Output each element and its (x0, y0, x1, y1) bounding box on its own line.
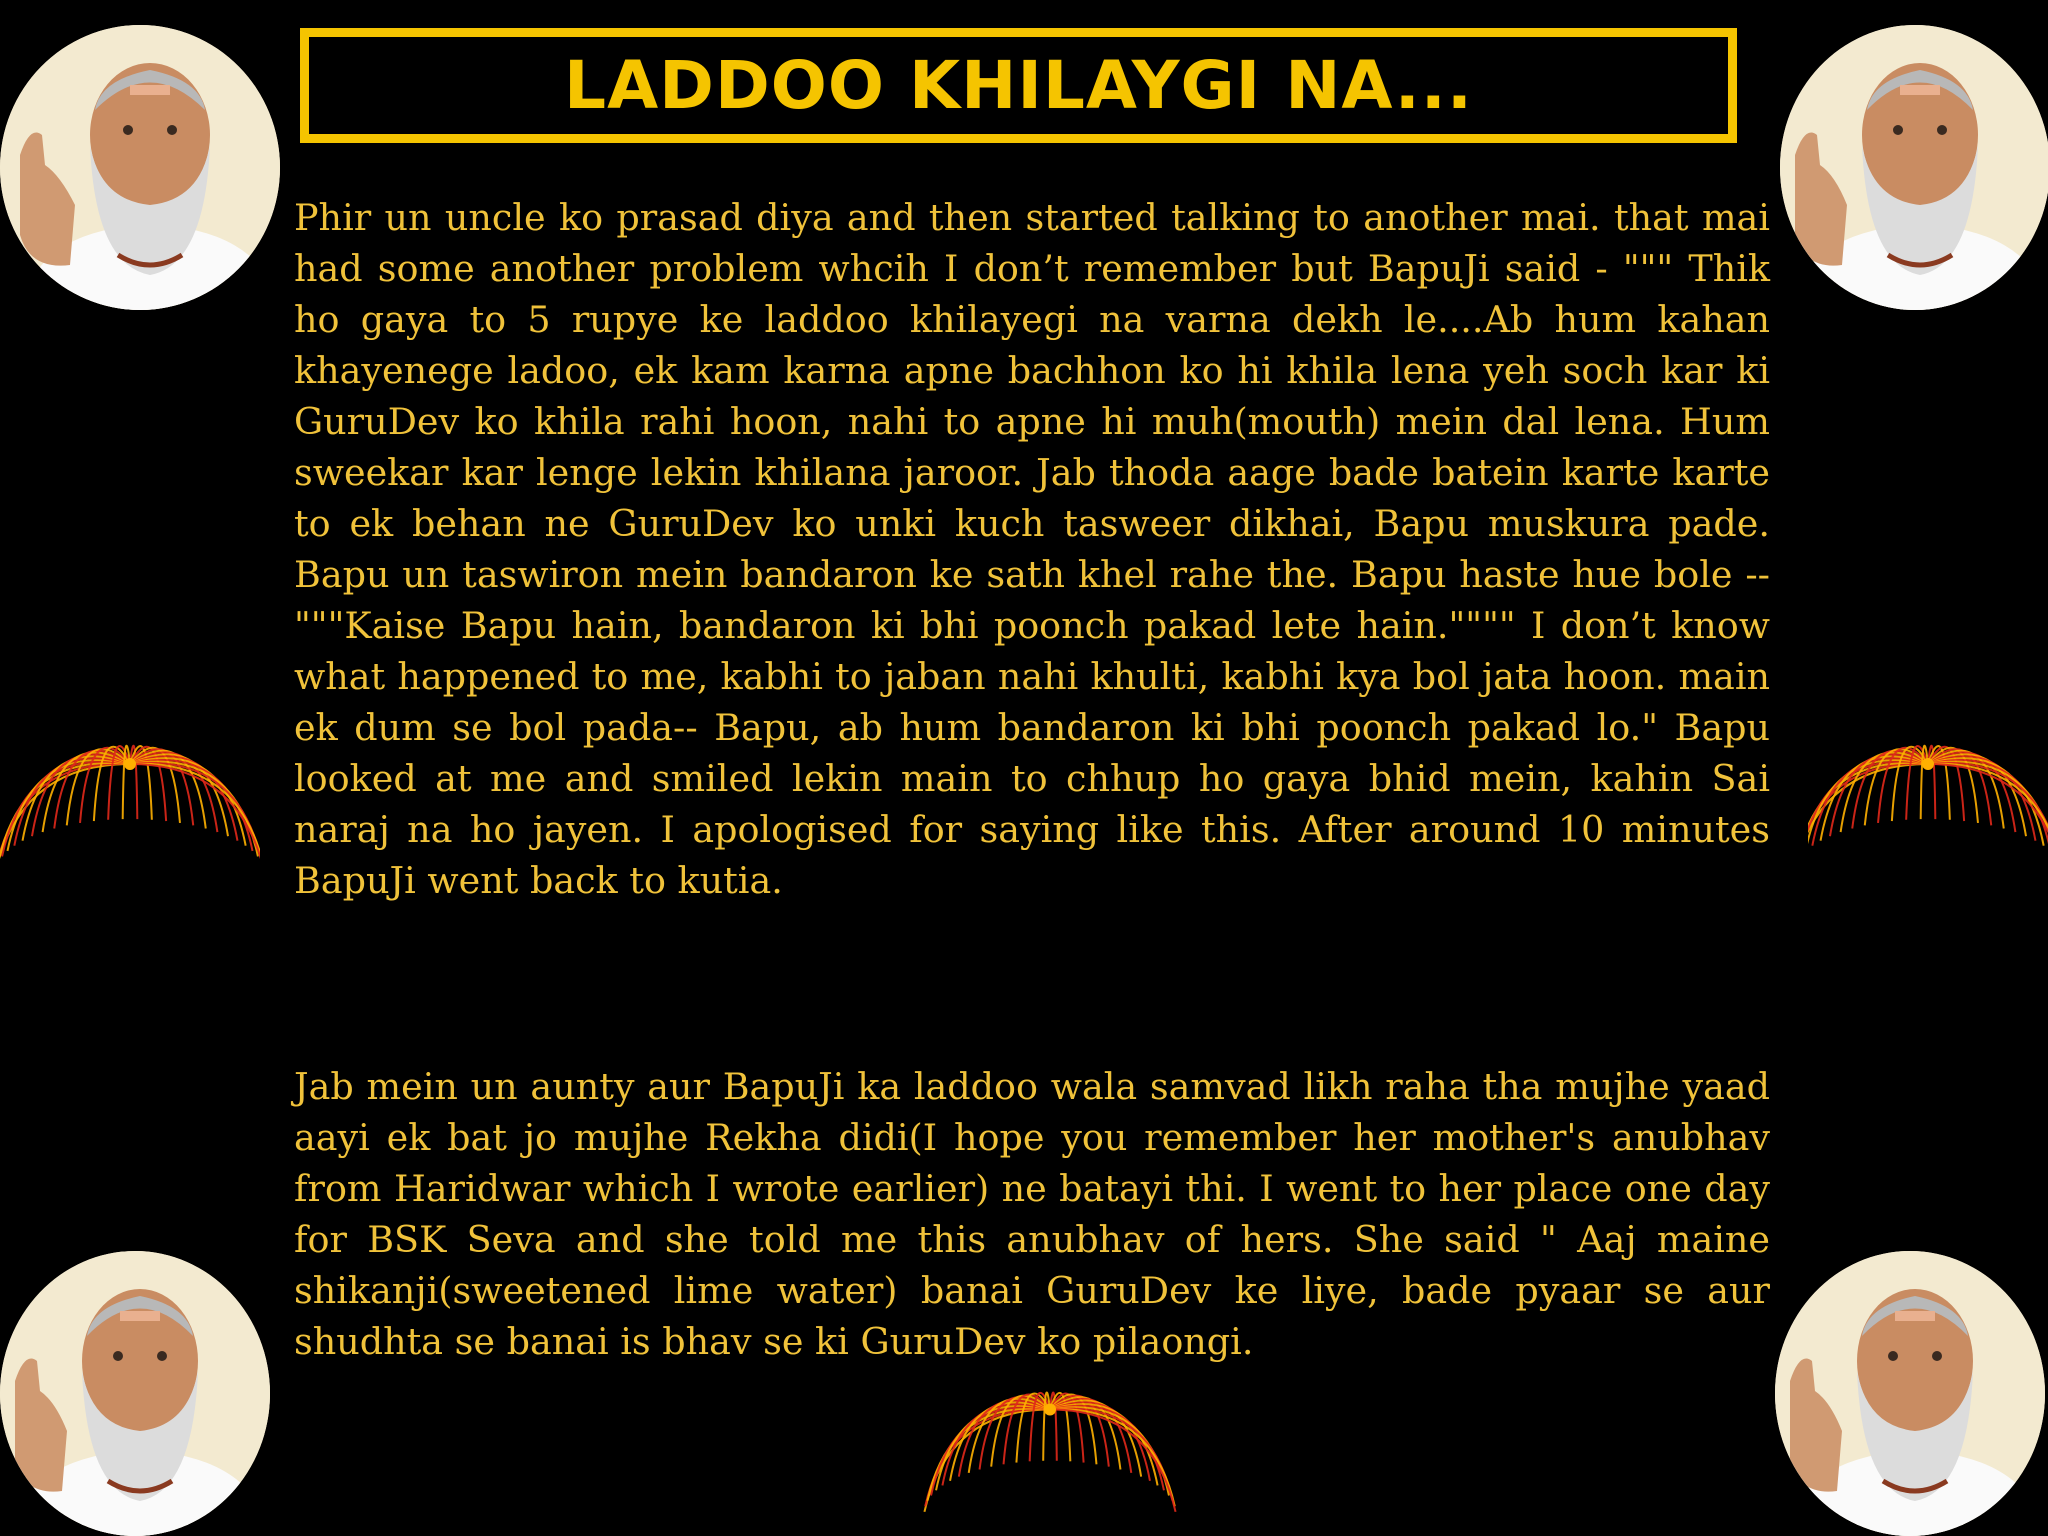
story-paragraph-1: Phir un uncle ko prasad diya and then started talking to another mai. that mai had some another problem whcih I don’t remember but BapuJi said - """ Thik ho gaya to 5 rupye ke laddoo khilayegi na varna dekh le....Ab hum kahan khayenege ladoo, ek kam karna apne bachhon ko hi khila lena yeh soch kar ki GuruDev ko khila rahi hoon, nahi to apne hi muh(mouth) mein dal lena. Hum sweekar kar lenge lekin khilana jaroor. Jab thoda aage bade batein karte karte to ek behan ne GuruDev ko unki kuch tasweer dikhai, Bapu muskura pade. Bapu un taswiron mein bandaron ke sath khel rahe the. Bapu haste hue bole -- """Kaise Bapu hain, bandaron ki bhi poonch pakad lete hain."""" I don’t know what happened to me, kabhi to jaban nahi khulti, kabhi kya bol jata hoon. main ek dum se bol pada-- Bapu, ab hum bandaron ki bhi poonch pakad lo." Bapu looked at me and smiled lekin main to chhup ho gaya bhid mein, kahin Sai naraj na ho jayen. I apologised for saying like this. After around 10 minutes BapuJi went back to kutia. (294, 196, 1770, 902)
title-banner (300, 28, 1737, 143)
firework-core (1044, 1404, 1056, 1416)
saint-portrait-image (1775, 1251, 2045, 1536)
firework-core (1922, 758, 1934, 770)
firework-core (124, 758, 136, 770)
saint-portrait-image (0, 25, 280, 310)
saint-portrait-image (0, 1251, 270, 1536)
firework-streak (1808, 763, 1928, 862)
portrait-bottom-left (0, 1251, 270, 1536)
firework-icon (920, 1350, 1180, 1536)
firework-icon (0, 700, 260, 900)
portrait-bottom-right (1775, 1251, 2045, 1536)
story-paragraph-2: Jab mein un aunty aur BapuJi ka laddoo wala samvad likh raha tha mujhe yaad aayi ek bat jo mujhe Rekha didi(I hope you remember her mother's anubhav from Haridwar which I wrote earlier) ne batayi thi. I went to her place one day for BSK Seva and she told me this anubhav of hers. She said " Aaj maine shikanji(sweetened lime water) banai GuruDev ke liye, bade pyaar se aur shudhta se banai is bhav se ki GuruDev ko pilaongi. (294, 1065, 1770, 1363)
firework-streak (1928, 762, 2048, 857)
firework-icon (1808, 700, 2048, 900)
firework-streak (1808, 762, 1928, 857)
firework-streak (1928, 763, 2048, 862)
portrait-top-right (1780, 25, 2048, 310)
saint-portrait-image (1780, 25, 2048, 310)
page-title: LADDOO KHILAYGI NA... (564, 47, 1473, 124)
portrait-top-left (0, 25, 280, 310)
